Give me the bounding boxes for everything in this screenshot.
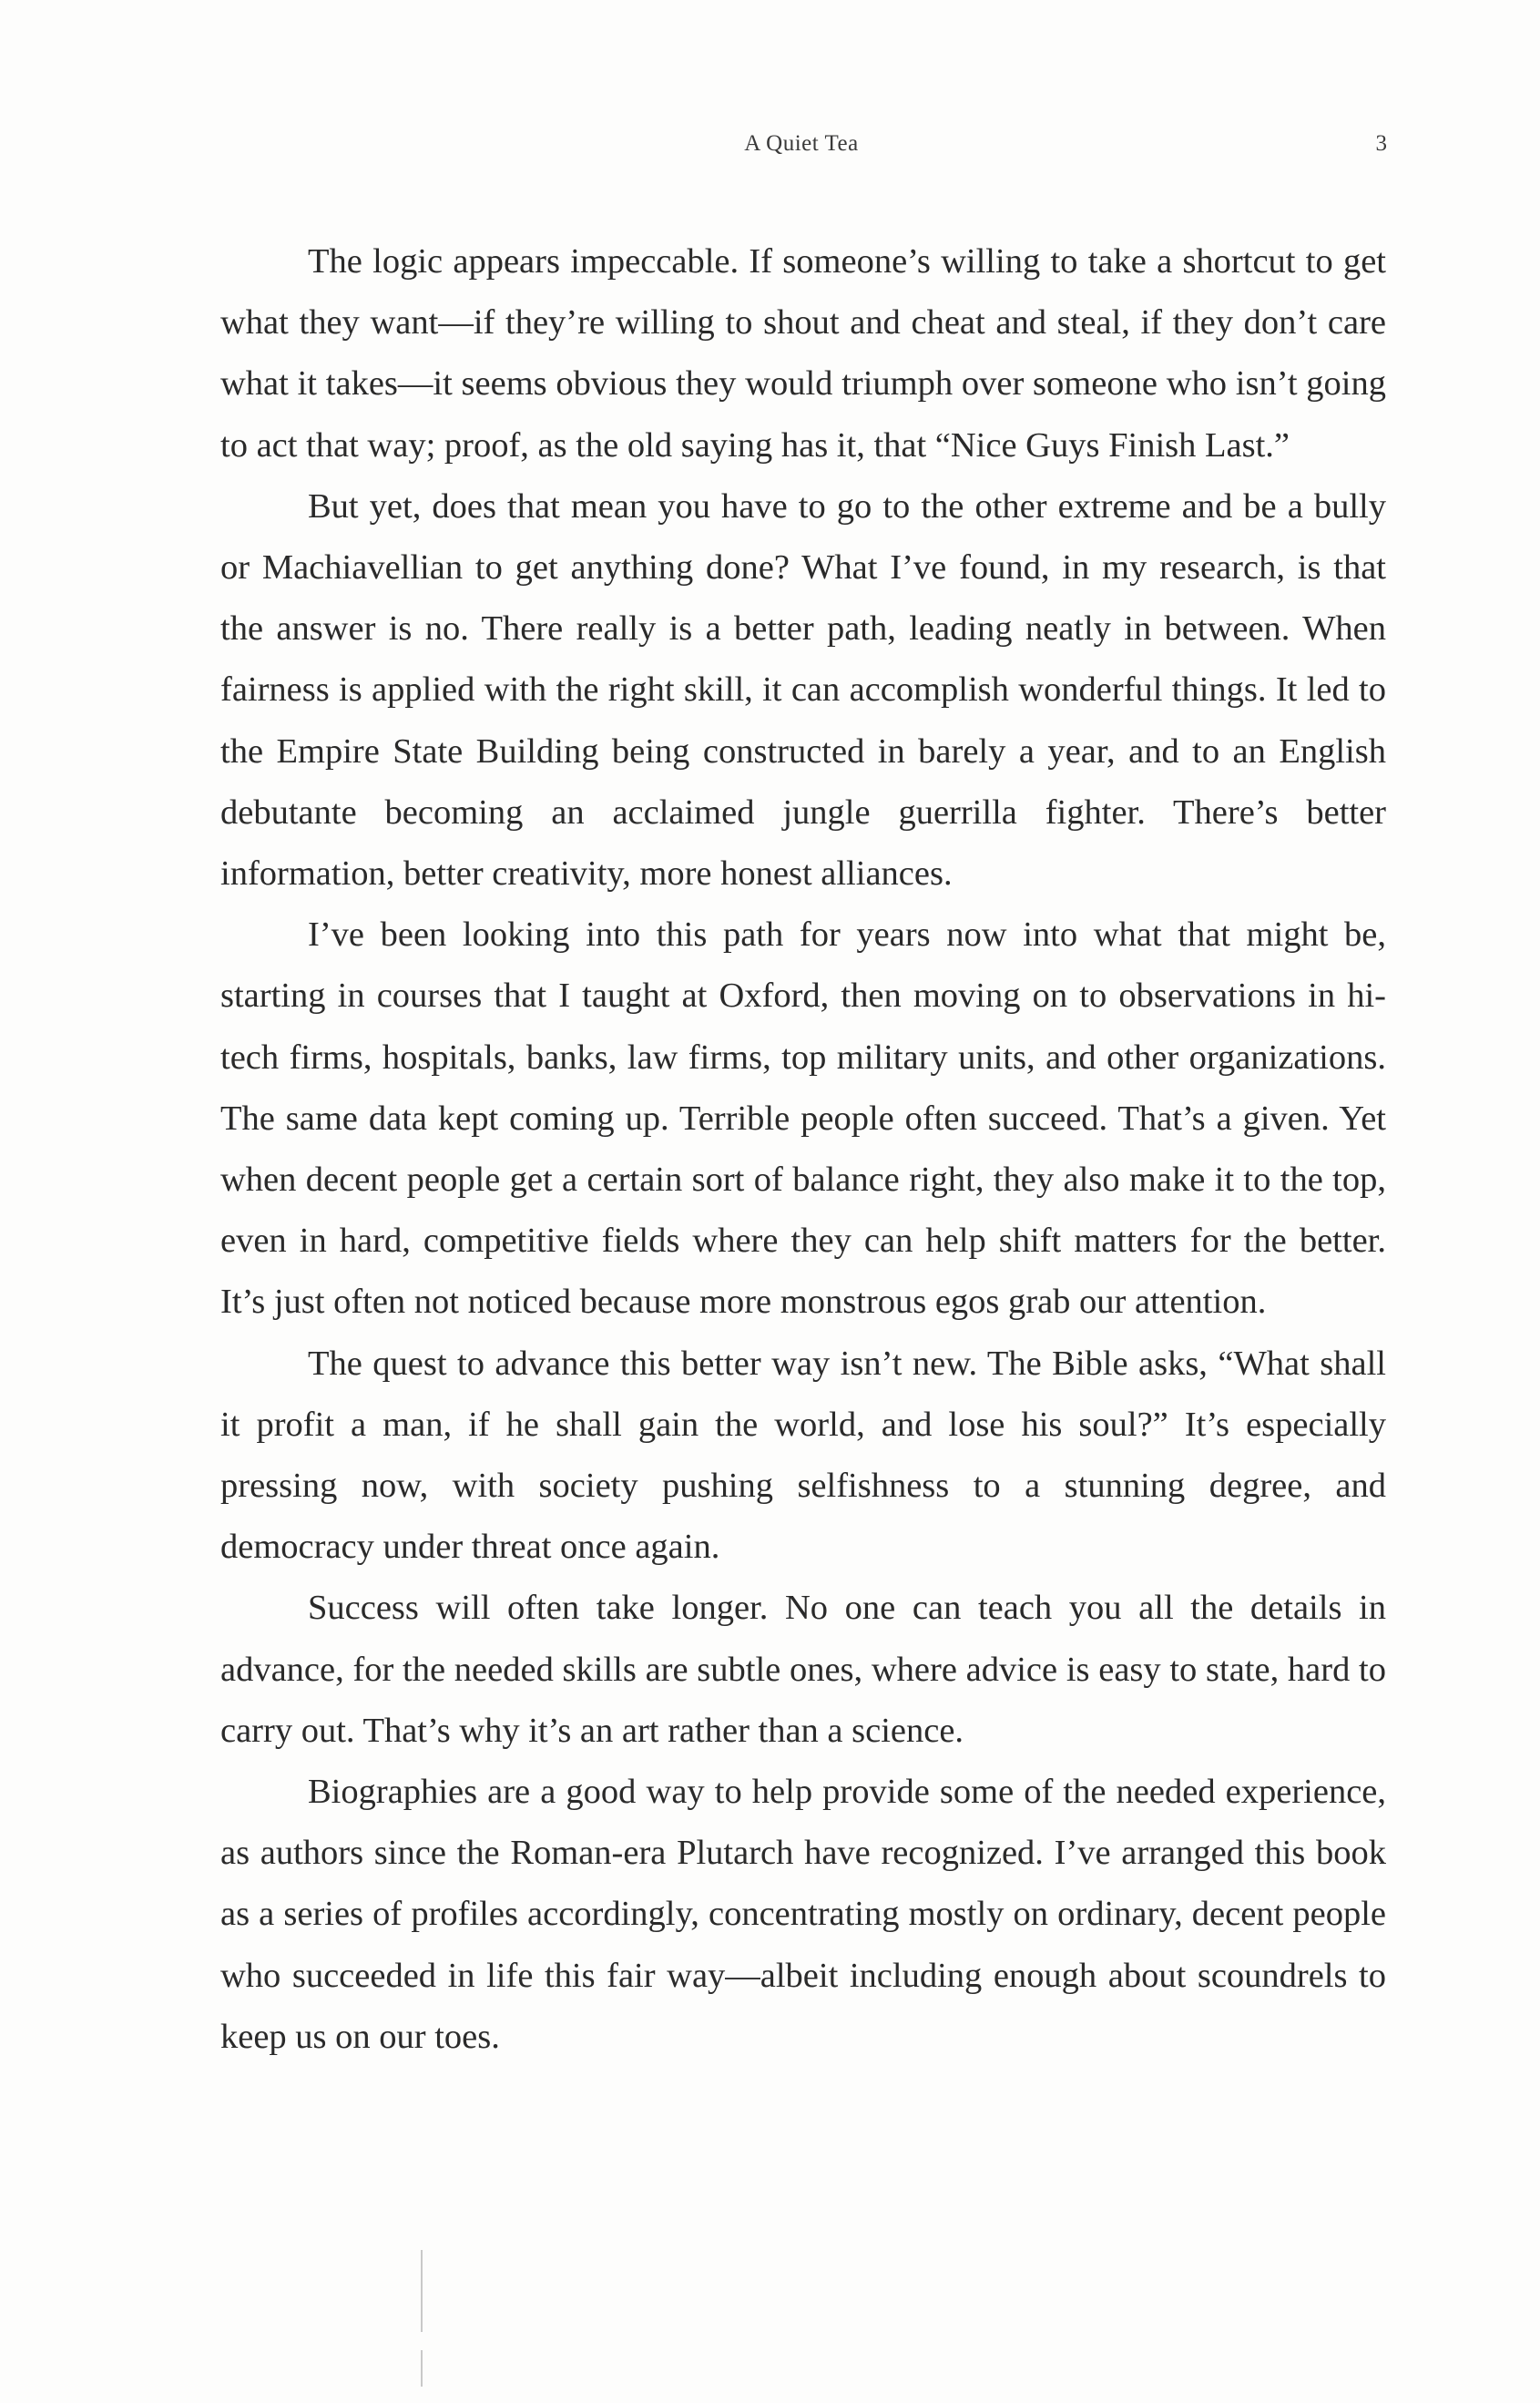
scan-artifact — [421, 2250, 423, 2332]
paragraph-4: The quest to advance this better way isn’t new. The Bible asks, “What shall it profit a man, if he shall gain the world, and lose his soul?” It’s especially pressing now, with society pushing selfishness to a stunning degree, and democracy under threat once again. — [220, 1344, 1386, 1567]
running-title: A Quiet Tea — [744, 131, 859, 156]
page-number: 3 — [1375, 131, 1387, 156]
paragraph-3: I’ve been looking into this path for years now into what that might be, starting in courses that I taught at Oxford, then moving on to observations in hi-tech firms, hospitals, banks, law firms, top military units, and other organizations. The same data kept coming up. Terrible people often succeed. That’s a given. Yet when decent people get a certain sort of balance right, they also make it to the top, even in hard, competitive fields where they can help shift matters for the better. It’s just often not noticed because more monstrous egos grab our attention. — [220, 915, 1386, 1322]
paragraph-2: But yet, does that mean you have to go to the other extreme and be a bully or Machiavellian to get anything done? What I’ve found, in my research, is that the answer is no. There really is a better path, leading neatly in between. When fairness is applied with the right skill, it can accomplish wonderful things. It led to the Empire State Building being constructed in barely a year, and to an English debutante becoming an acclaimed jungle guerrilla fighter. There’s better information, better creativity, more honest alliances. — [220, 486, 1386, 894]
paragraph-1: The logic appears impeccable. If someone’s willing to take a shortcut to get what they want—if they’re willing to shout and cheat and steal, if they don’t care what it takes—it seems obvious they would triumph over someone who isn’t going to act that way; proof, as the old saying has it, that “Nice Guys Finish Last.” — [220, 242, 1386, 465]
scan-artifact — [421, 2350, 423, 2387]
body-text — [220, 231, 1386, 2068]
paragraph-5: Success will often take longer. No one can teach you all the details in advance, for the needed skills are subtle ones, where advice is easy to state, hard to carry out. That’s why it’s an art rather than a science. — [220, 1589, 1386, 1750]
paragraph-6: Biographies are a good way to help provide some of the needed experience, as authors since the Roman-era Plutarch have recognized. I’ve arranged this book as a series of profiles accordingly, concentrating mostly on ordinary, decent people who succeeded in life this fair way—albeit including enough about scoundrels to keep us on our toes. — [220, 1773, 1386, 2056]
running-head — [0, 126, 1540, 162]
